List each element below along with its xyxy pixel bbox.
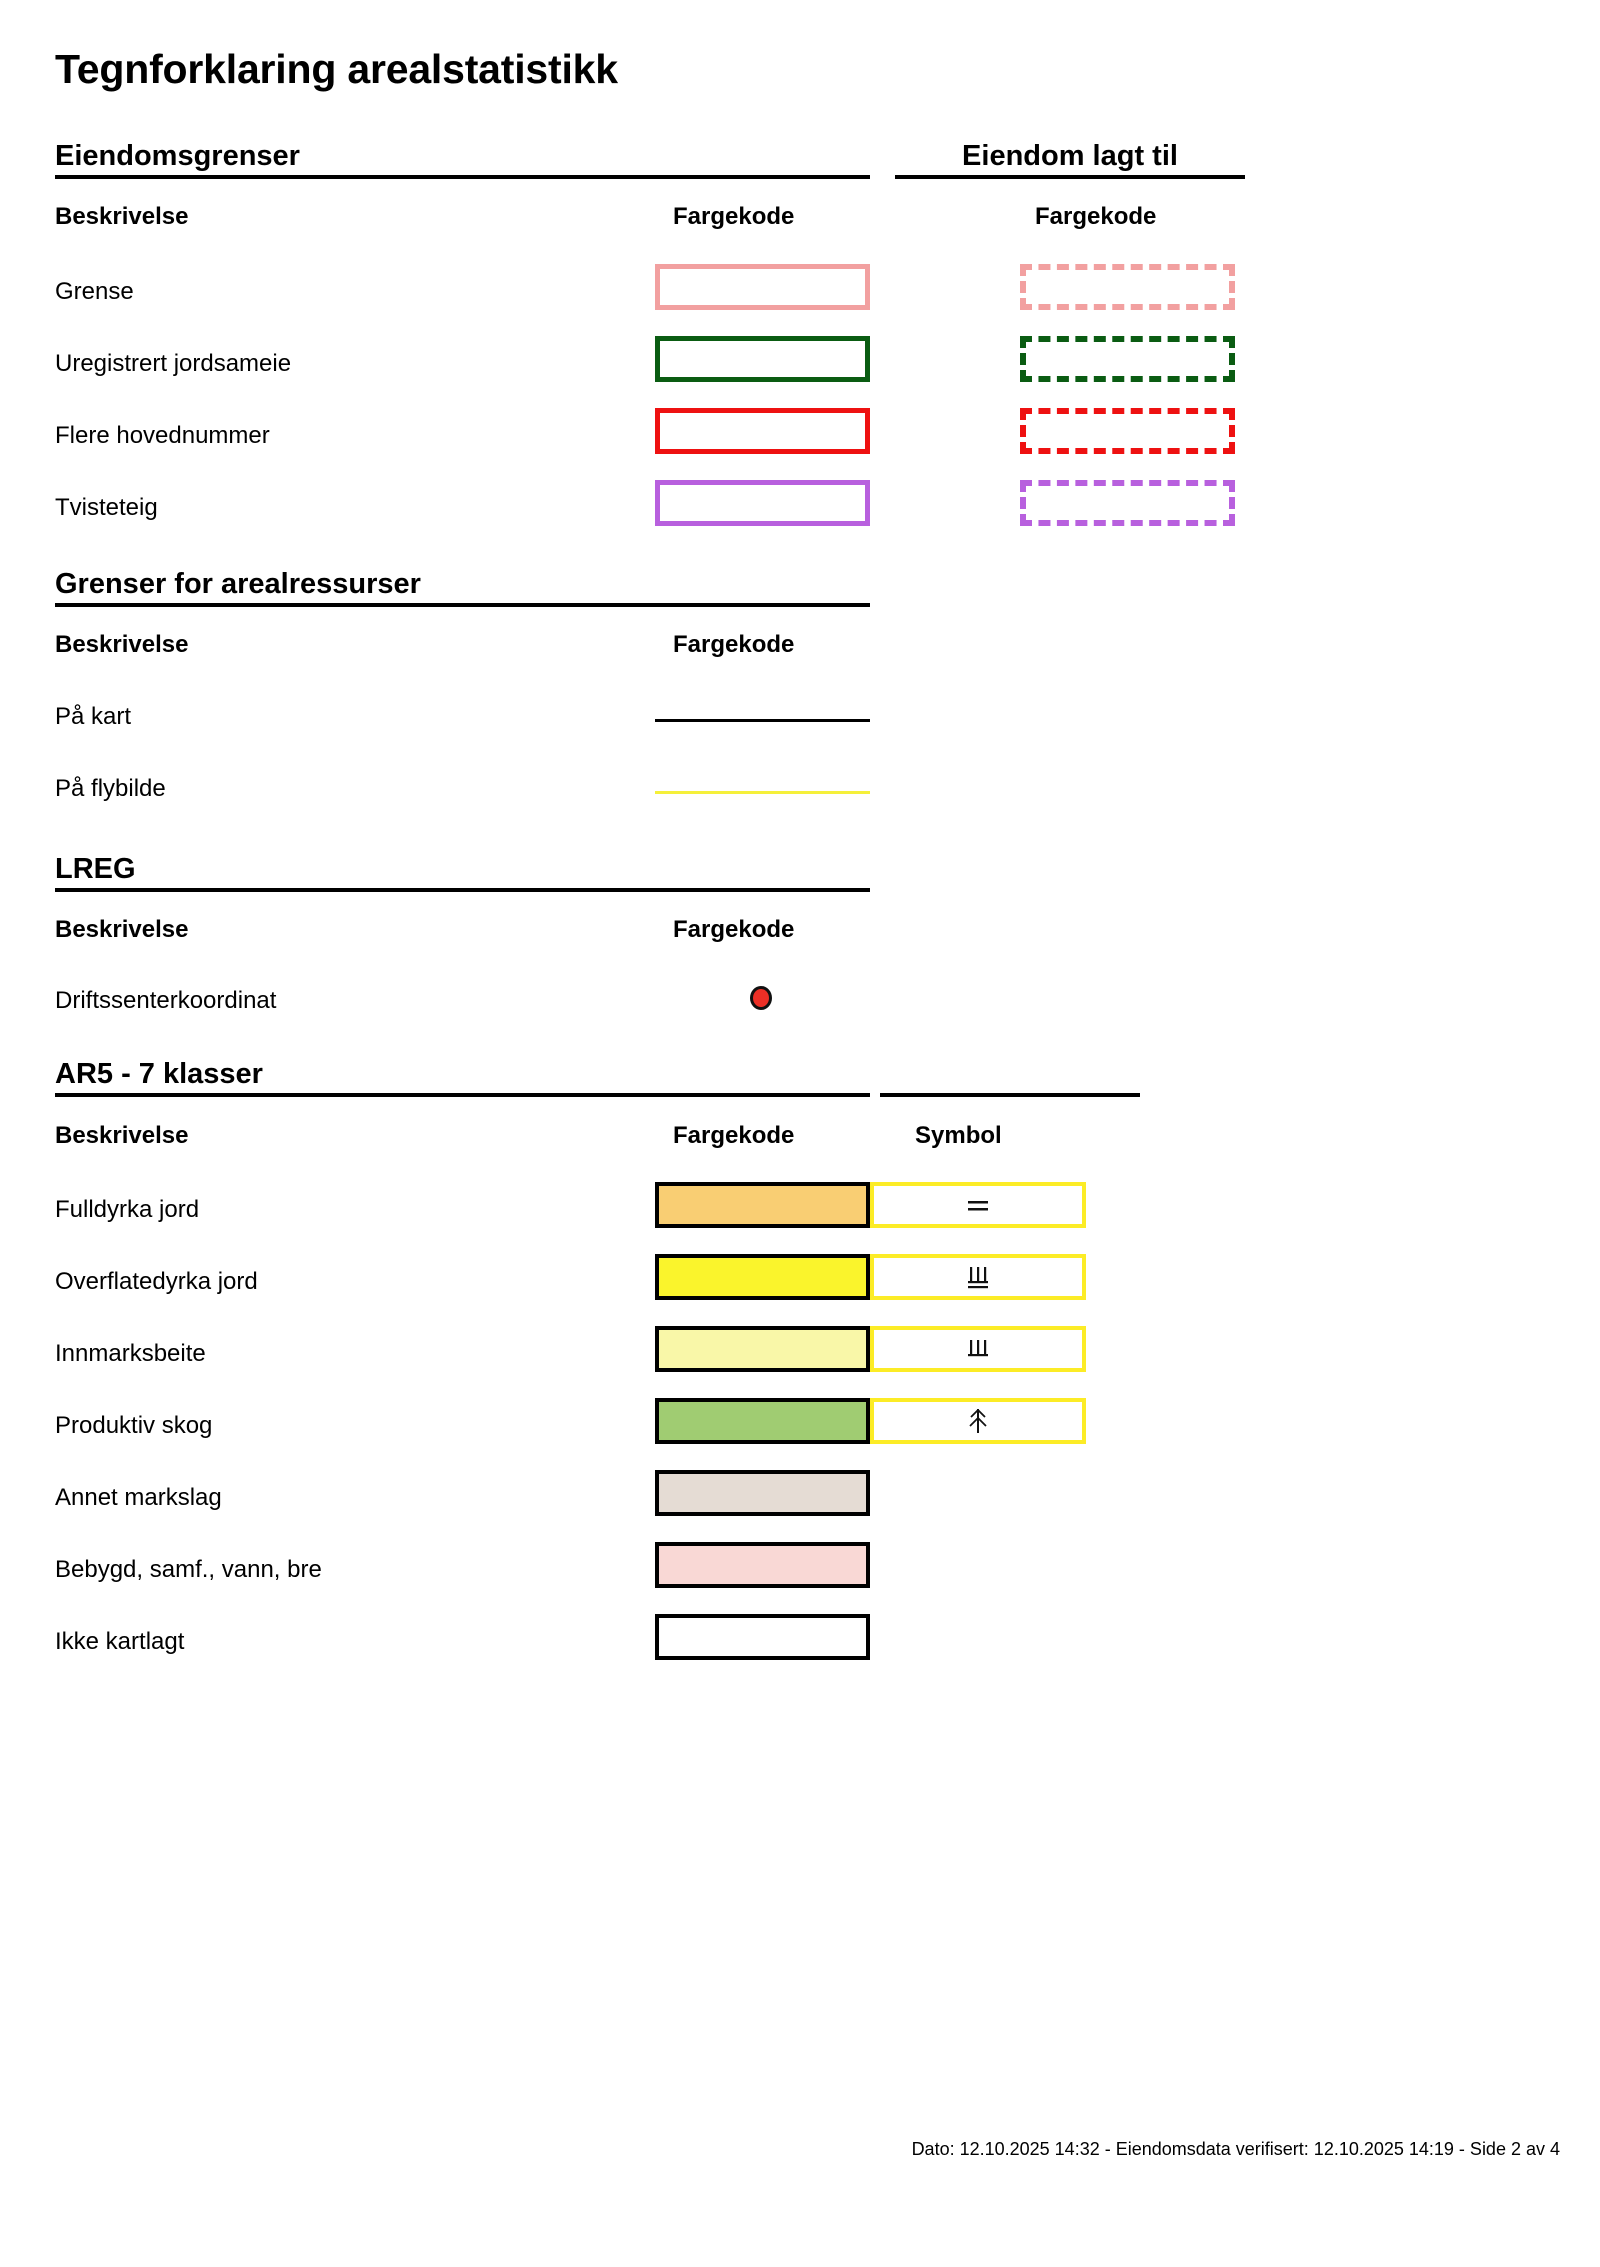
section-ar5 bbox=[55, 1060, 1140, 1097]
section-rule bbox=[895, 175, 1245, 179]
swatch-grense-dashed bbox=[1020, 264, 1235, 310]
three-strokes-single-base-icon bbox=[874, 1330, 1082, 1368]
column-header-symbol: Symbol bbox=[915, 1122, 1002, 1149]
section-heading-arealressurser: Grenser for arealressurser bbox=[55, 568, 421, 600]
row-label-fulldyrka-jord: Fulldyrka jord bbox=[55, 1196, 200, 1223]
column-header-beskrivelse: Beskrivelse bbox=[55, 203, 189, 230]
column-header-fargekode-lagt-til: Fargekode bbox=[1035, 203, 1157, 230]
row-label-pa-flybilde: På flybilde bbox=[55, 775, 166, 802]
section-lreg bbox=[55, 855, 870, 892]
section-rule bbox=[55, 888, 870, 892]
column-header-beskrivelse: Beskrivelse bbox=[55, 916, 189, 943]
row-label-grense: Grense bbox=[55, 278, 134, 305]
page-title: Tegnforklaring arealstatistikk bbox=[55, 46, 618, 92]
symbol-cell-produktiv-skog bbox=[870, 1398, 1086, 1444]
section-rule bbox=[55, 175, 870, 179]
section-rule bbox=[55, 603, 870, 607]
swatch-annet-markslag bbox=[655, 1470, 870, 1516]
swatch-tvisteteig-dashed bbox=[1020, 480, 1235, 526]
swatch-overflatedyrka-jord bbox=[655, 1254, 870, 1300]
section-eiendom-lagt-til bbox=[895, 142, 1245, 179]
swatch-innmarksbeite bbox=[655, 1326, 870, 1372]
row-label-driftssenterkoordinat: Driftssenterkoordinat bbox=[55, 987, 277, 1014]
row-label-overflatedyrka-jord: Overflatedyrka jord bbox=[55, 1268, 258, 1295]
double-horizontal-line-icon bbox=[874, 1186, 1082, 1224]
column-header-fargekode: Fargekode bbox=[673, 631, 795, 658]
column-header-fargekode: Fargekode bbox=[673, 916, 795, 943]
symbol-cell-fulldyrka-jord bbox=[870, 1182, 1086, 1228]
swatch-flere-hovednummer-solid bbox=[655, 408, 870, 454]
line-sample-pa-kart bbox=[655, 719, 870, 722]
column-header-beskrivelse: Beskrivelse bbox=[55, 1122, 189, 1149]
row-label-flere-hovednummer: Flere hovednummer bbox=[55, 422, 270, 449]
section-eiendomsgrenser bbox=[55, 142, 870, 179]
swatch-fulldyrka-jord bbox=[655, 1182, 870, 1228]
filled-circle-marker-icon bbox=[750, 986, 772, 1010]
swatch-ikke-kartlagt bbox=[655, 1614, 870, 1660]
section-rule bbox=[55, 1093, 1140, 1097]
row-label-produktiv-skog: Produktiv skog bbox=[55, 1412, 213, 1439]
page-footer: Dato: 12.10.2025 14:32 - Eiendomsdata verifisert: 12.10.2025 14:19 - Side 2 av 4 bbox=[911, 2139, 1560, 2159]
section-heading-eiendom-lagt-til: Eiendom lagt til bbox=[962, 140, 1178, 172]
row-label-pa-kart: På kart bbox=[55, 703, 132, 730]
row-label-tvisteteig: Tvisteteig bbox=[55, 494, 158, 521]
line-sample-pa-flybilde bbox=[655, 791, 870, 794]
swatch-grense-solid bbox=[655, 264, 870, 310]
row-label-annet-markslag: Annet markslag bbox=[55, 1484, 222, 1511]
column-header-beskrivelse: Beskrivelse bbox=[55, 631, 189, 658]
swatch-uregistrert-jordsameie-solid bbox=[655, 336, 870, 382]
symbol-cell-overflatedyrka-jord bbox=[870, 1254, 1086, 1300]
row-label-uregistrert-jordsameie: Uregistrert jordsameie bbox=[55, 350, 292, 377]
swatch-flere-hovednummer-dashed bbox=[1020, 408, 1235, 454]
swatch-tvisteteig-solid bbox=[655, 480, 870, 526]
column-header-fargekode: Fargekode bbox=[673, 203, 795, 230]
swatch-uregistrert-jordsameie-dashed bbox=[1020, 336, 1235, 382]
swatch-produktiv-skog bbox=[655, 1398, 870, 1444]
section-heading-ar5: AR5 - 7 klasser bbox=[55, 1058, 263, 1090]
section-arealressurser bbox=[55, 570, 870, 607]
column-header-fargekode: Fargekode bbox=[673, 1122, 795, 1149]
row-label-ikke-kartlagt: Ikke kartlagt bbox=[55, 1628, 185, 1655]
three-strokes-double-base-icon bbox=[874, 1258, 1082, 1296]
section-heading-lreg: LREG bbox=[55, 853, 136, 885]
conifer-tree-icon bbox=[874, 1402, 1082, 1440]
row-label-bebygd-samf-vann-bre: Bebygd, samf., vann, bre bbox=[55, 1556, 322, 1583]
symbol-cell-innmarksbeite bbox=[870, 1326, 1086, 1372]
swatch-bebygd-samf-vann-bre bbox=[655, 1542, 870, 1588]
section-heading-eiendomsgrenser: Eiendomsgrenser bbox=[55, 140, 300, 172]
row-label-innmarksbeite: Innmarksbeite bbox=[55, 1340, 206, 1367]
